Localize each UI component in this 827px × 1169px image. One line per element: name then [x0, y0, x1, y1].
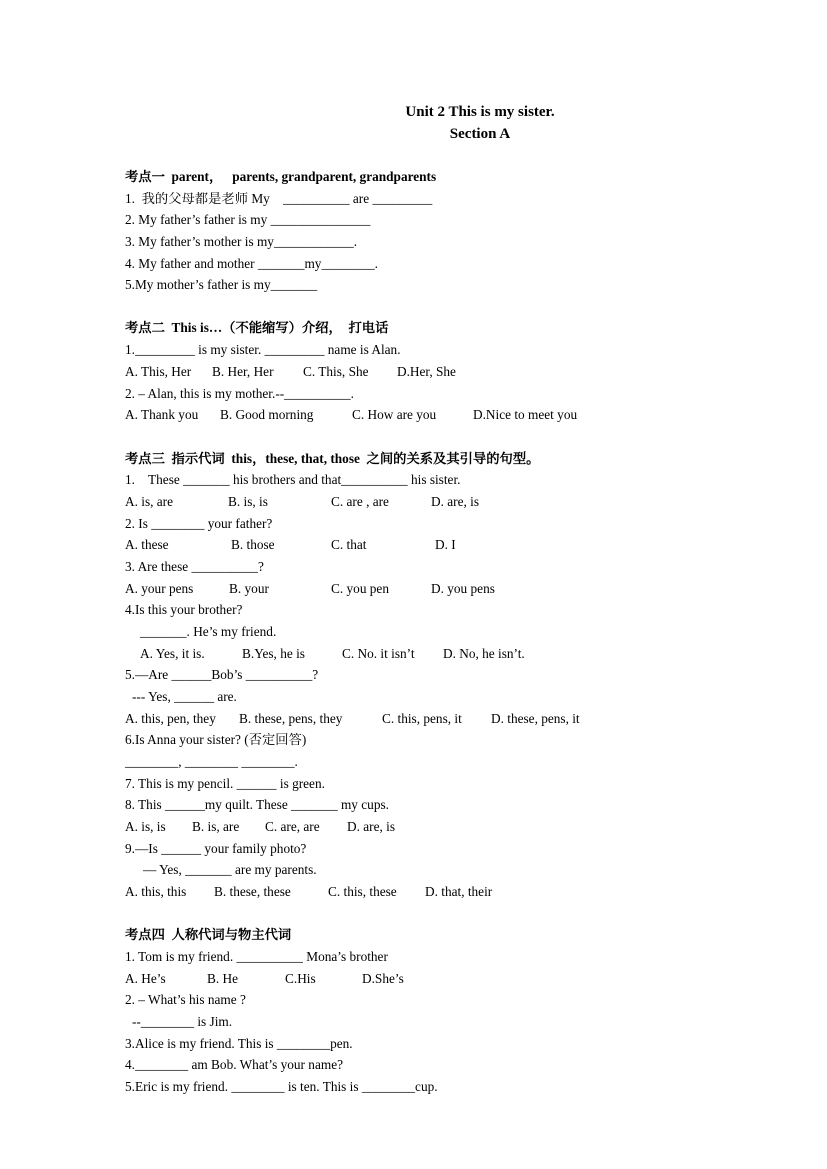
section3-q9-reply: — Yes, _______ are my parents. [143, 862, 317, 877]
section4-q3: 3.Alice is my friend. This is ________pen. [125, 1036, 353, 1051]
option: A. your pens [125, 581, 194, 596]
section2-q1: 1._________ is my sister. _________ name is Alan. [125, 342, 401, 357]
section1-item: 3. My father’s mother is my____________. [125, 234, 358, 249]
option: B. these, these [214, 884, 291, 899]
section1-item: 2. My father’s father is my _______________ [125, 212, 371, 227]
option: A. Thank you [125, 407, 199, 422]
section3-q6-blank: ________, ________ ________. [125, 754, 298, 769]
section3-q6: 6.Is Anna your sister? (否定回答) [125, 732, 307, 747]
section4-heading: 考点四 人称代词与物主代词 [125, 927, 292, 942]
section1-item: 5.My mother’s father is my_______ [125, 277, 318, 292]
option: D.She’s [362, 971, 404, 986]
section4-q5: 5.Eric is my friend. ________ is ten. This is ________cup. [125, 1079, 438, 1094]
option: D. are, is [347, 819, 395, 834]
option: A. these [125, 537, 169, 552]
option: B. your [229, 581, 269, 596]
section3-q5-reply: --- Yes, ______ are. [132, 689, 237, 704]
option: A. this, this [125, 884, 187, 899]
option: B.Yes, he is [242, 646, 305, 661]
option: C. you pen [331, 581, 389, 596]
option: B. Good morning [220, 407, 314, 422]
section1-heading: 考点一 parent， parents, grandparent, grandparents [125, 169, 437, 184]
section2-q2: 2. – Alan, this is my mother.--__________. [125, 386, 354, 401]
option: C. No. it isn’t [342, 646, 415, 661]
section4-q4: 4.________ am Bob. What’s your name? [125, 1057, 344, 1072]
option: A. this, pen, they [125, 711, 216, 726]
option: C. are , are [331, 494, 389, 509]
option: D. I [435, 537, 456, 552]
section3-q2: 2. Is ________ your father? [125, 516, 273, 531]
option: C. How are you [352, 407, 437, 422]
option: A. This, Her [125, 364, 192, 379]
option: A. is, are [125, 494, 173, 509]
section3-q5: 5.—Are ______Bob’s __________? [125, 667, 319, 682]
option: B. is, are [192, 819, 240, 834]
option: D.Her, She [397, 364, 456, 379]
option: A. is, is [125, 819, 166, 834]
section3-q3: 3. Are these __________? [125, 559, 264, 574]
section3-q9: 9.—Is ______ your family photo? [125, 841, 307, 856]
section4-q1: 1. Tom is my friend. __________ Mona’s brother [125, 949, 388, 964]
option: D.Nice to meet you [473, 407, 578, 422]
option: C. This, She [303, 364, 369, 379]
option: D. you pens [431, 581, 495, 596]
section3-q7: 7. This is my pencil. ______ is green. [125, 776, 325, 791]
option: B. these, pens, they [239, 711, 343, 726]
section3-q1: 1. These _______ his brothers and that__________ his sister. [125, 472, 461, 487]
option: C. that [331, 537, 367, 552]
option: A. He’s [125, 971, 166, 986]
section3-heading: 考点三 指示代词 this，these, that, those 之间的关系及其引导的句型。 [125, 451, 540, 466]
page-subtitle: Section A [449, 126, 511, 142]
section2-heading: 考点二 This is…（不能缩写）介绍， 打电话 [125, 320, 389, 335]
page-title: Unit 2 This is my sister. [405, 104, 555, 120]
section1-item: 4. My father and mother _______my________. [125, 256, 378, 271]
option: C. are, are [265, 819, 320, 834]
section4-q2-reply: --________ is Jim. [132, 1014, 233, 1029]
option: C. this, pens, it [382, 711, 462, 726]
section4-q2: 2. – What’s his name ? [125, 992, 246, 1007]
option: B. those [231, 537, 275, 552]
section3-q4-answer: _______. He’s my friend. [140, 624, 277, 639]
option: A. Yes, it is. [140, 646, 205, 661]
option: C. this, these [328, 884, 397, 899]
option: B. He [207, 971, 239, 986]
section3-q4: 4.Is this your brother? [125, 602, 243, 617]
option: D. these, pens, it [491, 711, 580, 726]
option: B. Her, Her [212, 364, 274, 379]
section1-item: 1. 我的父母都是老师 My __________ are _________ [125, 191, 433, 206]
option: C.His [285, 971, 316, 986]
option: D. are, is [431, 494, 479, 509]
option: B. is, is [228, 494, 268, 509]
option: D. No, he isn’t. [443, 646, 525, 661]
section3-q8: 8. This ______my quilt. These _______ my cups. [125, 797, 389, 812]
option: D. that, their [425, 884, 493, 899]
